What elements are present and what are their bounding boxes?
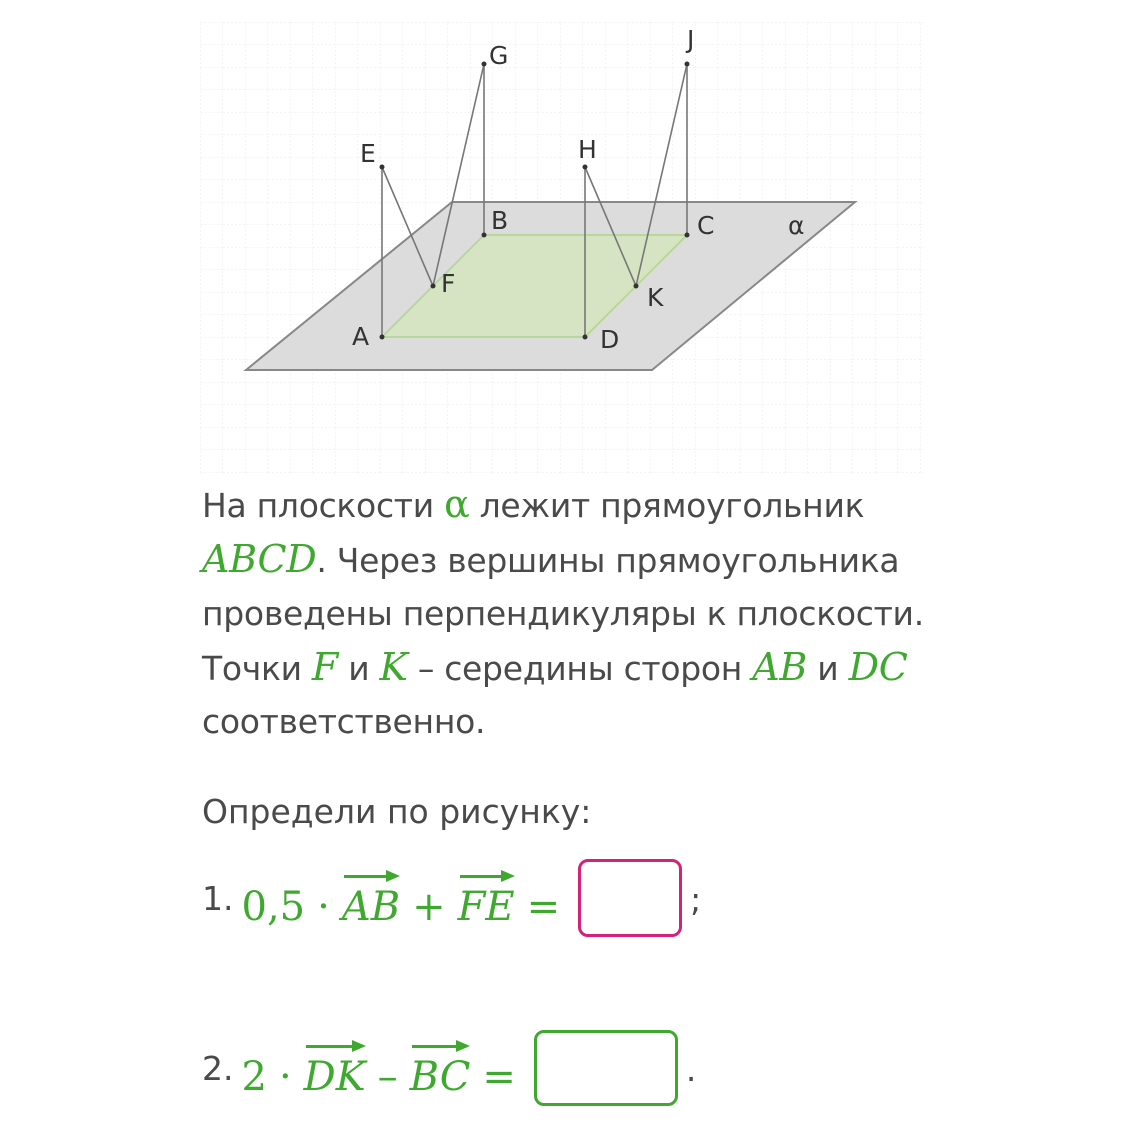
statement-line-3 [202,587,962,641]
label-d: D [600,325,620,354]
statement-line-4 [202,641,962,696]
period: . [685,1050,697,1089]
problem-statement [202,478,962,749]
vector-label: FE [457,884,515,930]
equals-sign: = [526,884,561,930]
label-h: H [578,135,597,164]
task-expression [242,1036,528,1100]
text-fragment: На плоскости [202,486,445,525]
geometry-figure [200,22,925,474]
label-e: E [360,139,376,168]
text-fragment: . Через вершины прямоугольника [316,540,900,580]
label-k: K [647,283,664,312]
task-expression [242,866,573,930]
label-j: J [687,25,695,54]
statement-line-5 [202,695,962,749]
vector-label: BC [409,1054,471,1100]
label-c: C [697,211,715,240]
math-abcd: ABCD [202,536,317,581]
answer-input-1[interactable] [578,859,682,937]
dot-operator: · [278,1054,292,1100]
label-alpha: α [788,211,805,240]
vector-arrow-icon [458,870,515,882]
vector-bc [410,1036,471,1100]
text-fragment: – середины сторон [407,648,753,688]
vector-fe [458,866,515,930]
vector-arrow-icon [342,870,400,882]
dot-operator: · [317,884,330,930]
label-g: G [489,41,509,70]
task-1 [202,855,701,941]
text-fragment: соответственно. [202,702,486,741]
vector-ab [342,866,400,930]
coefficient: 2 [241,1054,267,1100]
task-number: 2. [202,1048,234,1088]
vector-arrow-icon [304,1040,366,1052]
minus-operator: – [377,1054,398,1100]
text-fragment: и [338,648,380,688]
vector-arrow-icon [410,1040,471,1052]
figure-svg [200,22,925,474]
text-fragment: и [807,648,849,688]
text-fragment: лежит прямоугольник [469,486,865,525]
vector-label: DK [303,1054,366,1100]
math-k: K [379,644,408,689]
equals-sign: = [482,1054,516,1100]
text-fragment: проведены перпендикуляры к плоскости. [202,594,924,633]
statement-line-2 [202,533,962,588]
math-dc: DC [848,644,908,689]
text-fragment: Точки [202,648,312,688]
label-a: A [352,322,370,351]
math-ab: AB [752,644,808,689]
prompt-text: Определи по рисунку: [202,792,592,831]
vector-dk [304,1036,366,1100]
coefficient: 0,5 [241,884,306,930]
vector-label: AB [341,884,401,930]
task-number: 1. [202,878,234,918]
label-f: F [441,269,456,298]
answer-input-2[interactable] [534,1030,678,1106]
plus-operator: + [412,884,446,930]
label-b: B [491,206,509,235]
task-2 [202,1025,696,1111]
semicolon: ; [690,880,702,919]
math-f: F [311,644,338,689]
math-alpha: α [444,482,470,526]
statement-line-1 [202,478,962,533]
